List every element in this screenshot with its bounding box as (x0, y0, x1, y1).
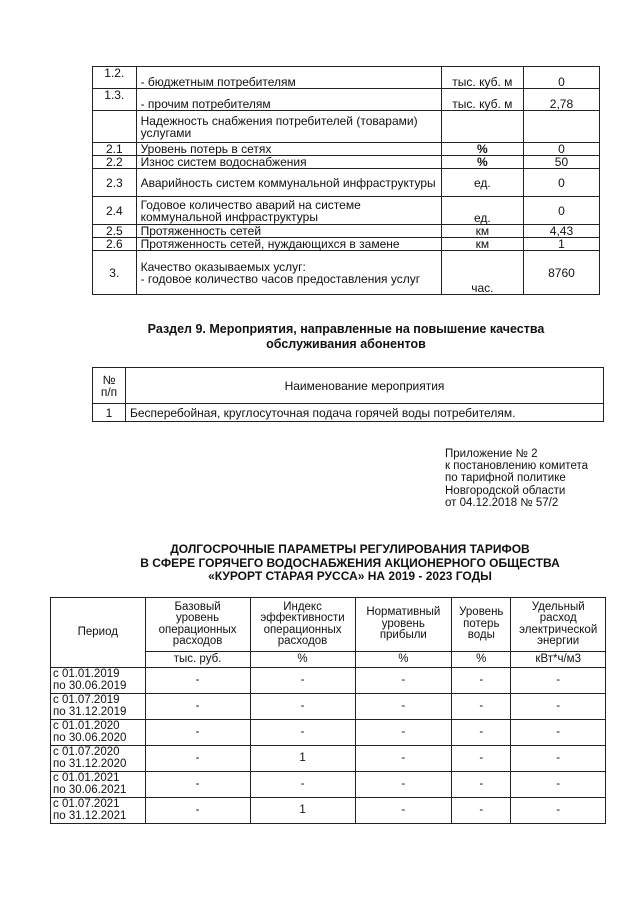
row-unit: % (441, 156, 523, 169)
table-row (93, 67, 600, 89)
row-name: - прочим потребителям (136, 89, 441, 111)
row-unit: час. (441, 251, 523, 295)
table-header-row (51, 598, 606, 652)
section-heading (90, 322, 602, 352)
row-number: 2.4 (93, 197, 137, 225)
row-value: 0 (523, 143, 599, 156)
row-number: 3. (93, 251, 137, 295)
row-value: 0 (523, 197, 599, 225)
cell-water-loss: - (452, 668, 511, 694)
row-value (523, 111, 599, 143)
table-row (93, 404, 604, 422)
cell-water-loss: - (452, 798, 511, 824)
row-name: Износ систем водоснабжения (136, 156, 441, 169)
table-row (51, 668, 606, 694)
row-value: 8760 (523, 251, 599, 295)
cell-period: с 01.01.2020 по 30.06.2020 (51, 720, 146, 746)
row-value: 0 (523, 169, 599, 197)
table-row (93, 156, 600, 169)
cell-efficiency-index: - (250, 668, 355, 694)
title-line: «КУРОРТ СТАРАЯ РУССА» НА 2019 - 2023 ГОДЫ (208, 569, 492, 583)
appendix-line: Новгородской области (445, 484, 566, 497)
cell-water-loss: - (452, 746, 511, 772)
cell-period: с 01.07.2020 по 31.12.2020 (51, 746, 146, 772)
row-value: 1 (523, 238, 599, 251)
appendix-line: по тарифной политике (445, 472, 566, 485)
table-row (93, 111, 600, 143)
header-base-costs: Базовый уровень операционных расходов (145, 598, 250, 652)
cell-profit-level: - (355, 668, 452, 694)
row-name: - бюджетным потребителям (136, 67, 441, 89)
table-row (51, 746, 606, 772)
parameters-table (50, 597, 606, 824)
cell-energy-use: - (511, 694, 606, 720)
cell-period: с 01.01.2019 по 30.06.2019 (51, 668, 146, 694)
cell-energy-use: - (511, 772, 606, 798)
row-unit: % (441, 143, 523, 156)
table-row (51, 694, 606, 720)
table-row (51, 798, 606, 824)
section-heading-line: обслуживания абонентов (266, 337, 426, 351)
cell-water-loss: - (452, 720, 511, 746)
cell-period: с 01.01.2021 по 30.06.2021 (51, 772, 146, 798)
cell-profit-level: - (355, 720, 452, 746)
cell-base-costs: - (145, 668, 250, 694)
row-number: 2.6 (93, 238, 137, 251)
cell-base-costs: - (145, 772, 250, 798)
appendix-note (445, 448, 588, 509)
cell-energy-use: - (511, 746, 606, 772)
unit-energy-use: кВт*ч/м3 (511, 652, 606, 668)
header-water-loss: Уровень потерь воды (452, 598, 511, 652)
table-row (93, 238, 600, 251)
row-number: 1 (93, 404, 126, 422)
row-name: Аварийность систем коммунальной инфраструктуры (136, 169, 441, 197)
row-number: 2.1 (93, 143, 137, 156)
row-unit (441, 111, 523, 143)
row-number: 2.5 (93, 225, 137, 238)
measures-table (92, 367, 604, 422)
cell-energy-use: - (511, 798, 606, 824)
appendix-line: от 04.12.2018 № 57/2 (445, 496, 559, 509)
cell-energy-use: - (511, 720, 606, 746)
appendix-line: к постановлению комитета (445, 460, 588, 473)
cell-efficiency-index: - (250, 772, 355, 798)
header-period: Период (51, 598, 146, 668)
cell-water-loss: - (452, 694, 511, 720)
table-row (93, 143, 600, 156)
row-name: Протяженность сетей, нуждающихся в замене (136, 238, 441, 251)
header-energy-use: Удельный расход электрической энергии (511, 598, 606, 652)
table-row (93, 197, 600, 225)
cell-efficiency-index: - (250, 720, 355, 746)
row-name: Качество оказываемых услуг: - годовое количество часов предоставления услуг (136, 251, 441, 295)
title-line: ДОЛГОСРОЧНЫЕ ПАРАМЕТРЫ РЕГУЛИРОВАНИЯ ТАРИФОВ (170, 542, 530, 556)
row-name: Уровень потерь в сетях (136, 143, 441, 156)
document-title (100, 543, 600, 584)
table-row (93, 225, 600, 238)
unit-water-loss: % (452, 652, 511, 668)
cell-base-costs: - (145, 720, 250, 746)
row-name: Бесперебойная, круглосуточная подача горячей воды потребителям. (126, 404, 604, 422)
indicators-table (92, 66, 600, 295)
row-unit: км (441, 238, 523, 251)
row-name: Надежность снабжения потребителей (товарами) услугами (136, 111, 441, 143)
row-number: 1.2. (93, 67, 137, 89)
row-value: 0 (523, 67, 599, 89)
unit-base-costs: тыс. руб. (145, 652, 250, 668)
table-row (51, 772, 606, 798)
table-row (93, 251, 600, 295)
header-name: Наименование мероприятия (126, 368, 604, 404)
row-unit: ед. (441, 169, 523, 197)
row-unit: тыс. куб. м (441, 67, 523, 89)
cell-profit-level: - (355, 694, 452, 720)
row-name: Протяженность сетей (136, 225, 441, 238)
row-number: 1.3. (93, 89, 137, 111)
appendix-line: Приложение № 2 (445, 448, 538, 460)
cell-efficiency-index: 1 (250, 746, 355, 772)
cell-water-loss: - (452, 772, 511, 798)
row-value: 50 (523, 156, 599, 169)
table-row (93, 169, 600, 197)
row-value: 2,78 (523, 89, 599, 111)
table-row (93, 89, 600, 111)
row-number (93, 111, 137, 143)
header-efficiency-index: Индекс эффективности операционных расходов (250, 598, 355, 652)
row-name: Годовое количество аварий на системе коммунальной инфраструктуры (136, 197, 441, 225)
cell-profit-level: - (355, 772, 452, 798)
table-header-row (93, 368, 604, 404)
row-value: 4,43 (523, 225, 599, 238)
row-number: 2.3 (93, 169, 137, 197)
cell-period: с 01.07.2021 по 31.12.2021 (51, 798, 146, 824)
unit-profit-level: % (355, 652, 452, 668)
cell-efficiency-index: 1 (250, 798, 355, 824)
cell-base-costs: - (145, 694, 250, 720)
title-line: В СФЕРЕ ГОРЯЧЕГО ВОДОСНАБЖЕНИЯ АКЦИОНЕРНОГО ОБЩЕСТВА (140, 555, 560, 570)
header-profit-level: Нормативный уровень прибыли (355, 598, 452, 652)
table-row (51, 720, 606, 746)
row-unit: ед. (441, 197, 523, 225)
cell-base-costs: - (145, 746, 250, 772)
cell-period: с 01.07.2019 по 31.12.2019 (51, 694, 146, 720)
header-number: № п/п (93, 368, 126, 404)
unit-efficiency-index: % (250, 652, 355, 668)
cell-efficiency-index: - (250, 694, 355, 720)
cell-energy-use: - (511, 668, 606, 694)
row-number: 2.2 (93, 156, 137, 169)
cell-profit-level: - (355, 798, 452, 824)
row-unit: тыс. куб. м (441, 89, 523, 111)
cell-profit-level: - (355, 746, 452, 772)
section-heading-line: Раздел 9. Мероприятия, направленные на повышение качества (147, 322, 545, 336)
row-unit: км (441, 225, 523, 238)
cell-base-costs: - (145, 798, 250, 824)
